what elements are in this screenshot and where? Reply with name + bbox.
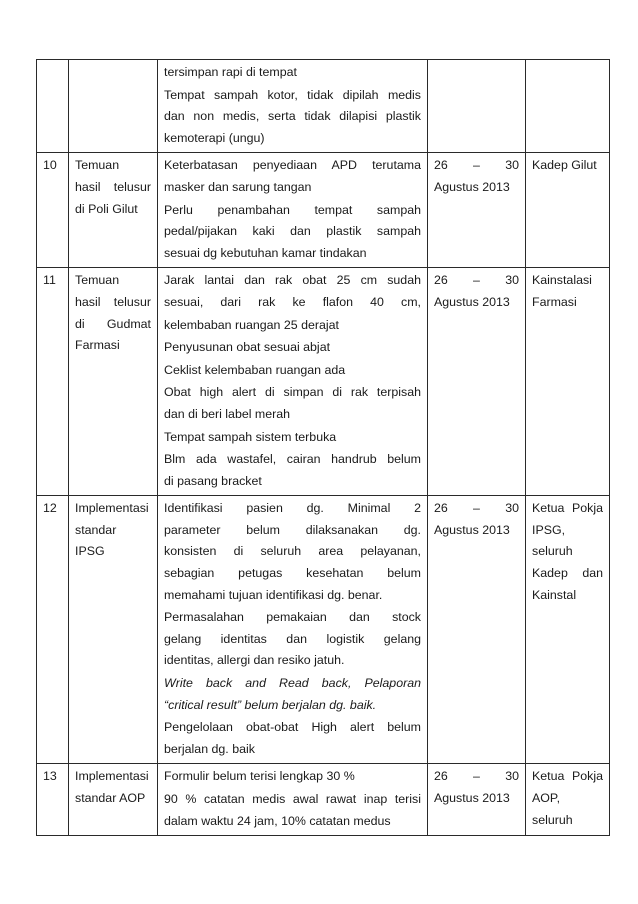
topic-cell: Temuan hasil telusur di Gudmat Farmasi: [69, 268, 158, 496]
finding-item: tersimpan rapi di tempat: [164, 65, 297, 79]
finding-item: kelembaban ruangan 25 derajat: [164, 317, 339, 332]
table-row: [37, 60, 610, 153]
finding-item: Penyusunan obat sesuai abjat: [164, 340, 331, 355]
topic-cell: [69, 60, 158, 153]
topic-cell: Implementasi standar AOP: [69, 764, 158, 836]
finding-item: Blm ada wastafel, cairan handrub belum di pasang bracket: [164, 452, 421, 488]
date-cell: 26 – 30 Agustus 2013: [428, 268, 526, 496]
table-row: [37, 764, 610, 836]
finding-item: Perlu penambahan tempat sampah pedal/pijakan kaki dan plastik sampah sesuai dg kebutuhan kamar tindakan: [164, 202, 421, 260]
date-cell: [428, 60, 526, 153]
table-row: [37, 268, 610, 496]
pic-cell: Kainstalasi Farmasi: [526, 268, 610, 496]
finding-item: Identifikasi pasien dg. Minimal 2 parameter belum dilaksanakan dg. konsisten di seluruh area pelayanan, sebagian petugas kesehatan belum memahami tujuan identifikasi dg. benar.: [164, 501, 421, 602]
findings-cell: [158, 496, 428, 764]
pic-cell: Ketua Pokja IPSG, seluruh Kadep dan Kainstal: [526, 496, 610, 764]
findings-cell: [158, 764, 428, 836]
finding-item: Jarak lantai dan rak obat 25 cm sudah sesuai, dari rak ke flafon 40 cm,: [164, 273, 421, 309]
table-row: [37, 496, 610, 764]
row-number-cell: 12: [37, 496, 69, 764]
topic-cell: Implementasi standar IPSG: [69, 496, 158, 764]
row-number-cell: 13: [37, 764, 69, 836]
finding-item: Ceklist kelembaban ruangan ada: [164, 362, 346, 377]
topic-cell: Temuan hasil telusur di Poli Gilut: [69, 153, 158, 268]
row-number-cell: 11: [37, 268, 69, 496]
date-cell: 26 – 30 Agustus 2013: [428, 496, 526, 764]
row-number-cell: [37, 60, 69, 153]
finding-item: Tempat sampah kotor, tidak dipilah medis dan non medis, serta tidak dilapisi plastik kemoterapi (ungu): [164, 87, 421, 145]
finding-item: Formulir belum terisi lengkap 30 %: [164, 769, 355, 784]
findings-cell: [158, 60, 428, 153]
pic-cell: Ketua Pokja AOP, seluruh: [526, 764, 610, 836]
findings-cell: [158, 268, 428, 496]
findings-cell: [158, 153, 428, 268]
finding-item: Permasalahan pemakaian dan stock gelang identitas dan logistik gelang identitas, allergi dan resiko jatuh.: [164, 610, 421, 668]
finding-item: Obat high alert di simpan di rak terpisah dan di beri label merah: [164, 385, 421, 421]
finding-item: Write back and Read back, Pelaporan “critical result” belum berjalan dg. baik.: [164, 676, 421, 712]
finding-item: Tempat sampah sistem terbuka: [164, 429, 337, 444]
row-number-cell: 10: [37, 153, 69, 268]
finding-item: 90 % catatan medis awal rawat inap terisi dalam waktu 24 jam, 10% catatan medus: [164, 792, 421, 828]
date-cell: 26 – 30 Agustus 2013: [428, 153, 526, 268]
finding-item: Pengelolaan obat-obat High alert belum berjalan dg. baik: [164, 720, 421, 756]
finding-item: Keterbatasan penyediaan APD terutama masker dan sarung tangan: [164, 158, 421, 194]
pic-cell: [526, 60, 610, 153]
table-row: [37, 153, 610, 268]
findings-table: [36, 59, 610, 836]
date-cell: 26 – 30 Agustus 2013: [428, 764, 526, 836]
pic-cell: Kadep Gilut: [526, 153, 610, 268]
